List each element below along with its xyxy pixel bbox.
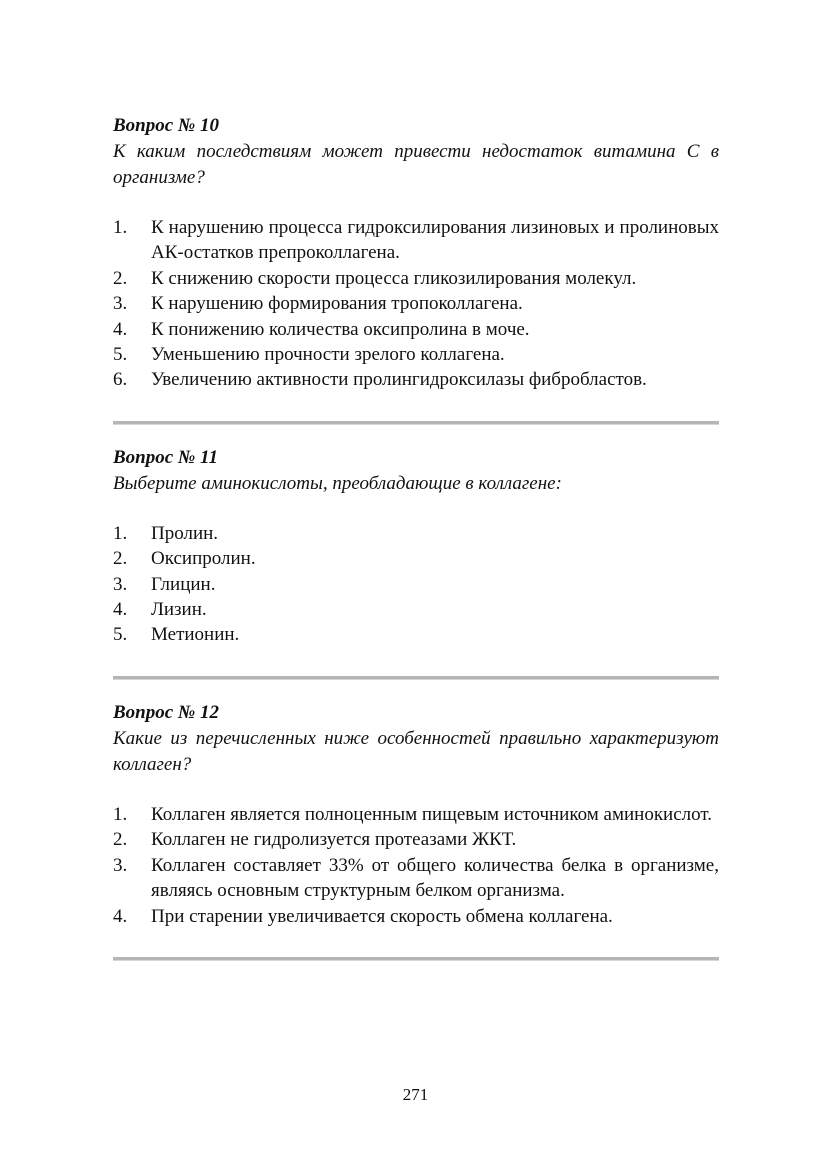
answer-text: Коллаген составляет 33% от общего количества белка в организме, являясь основным структурным белком организма. (151, 854, 719, 902)
answer-number: 1. (113, 217, 128, 238)
answer-option (113, 853, 719, 904)
answer-text: К нарушению формирования тропоколлагена. (151, 293, 523, 315)
answer-text: К понижению количества оксипролина в моче. (151, 318, 530, 340)
answer-text: Метионин. (151, 624, 240, 646)
answer-text: К нарушению процесса гидроксилирования лизиновых и пролиновых АК-остатков препроколлагена. (151, 217, 719, 264)
answer-number: 3. (113, 293, 128, 315)
answer-number: 2. (113, 829, 128, 851)
answer-list (113, 802, 719, 929)
answer-text: К снижению скорости процесса гликозилирования молекул. (151, 267, 637, 289)
answer-number: 1. (113, 803, 128, 825)
page-content (113, 113, 719, 961)
section-divider (113, 957, 719, 961)
question-title: Вопрос № 12 (113, 701, 220, 723)
answer-option (113, 597, 719, 622)
answer-option (113, 802, 719, 827)
answer-number: 4. (113, 599, 128, 621)
answer-text: Оксипролин. (151, 548, 256, 570)
answer-number: 3. (113, 854, 128, 876)
section-divider (113, 421, 719, 425)
answer-number: 5. (113, 624, 128, 646)
answer-number: 4. (113, 318, 128, 340)
question-text: Какие из перечисленных ниже особенностей правильно характеризуют коллаген? (113, 727, 719, 775)
page-number: 271 (402, 1085, 429, 1104)
answer-text: Коллаген не гидролизуется протеазами ЖКТ. (151, 829, 517, 851)
question-12 (113, 700, 719, 929)
answer-option (113, 342, 719, 367)
question-text: Выберите аминокислоты, преобладающие в коллагене: (113, 472, 562, 494)
answer-list (113, 521, 719, 648)
answer-option (113, 622, 719, 647)
answer-text: Глицин. (151, 573, 216, 595)
answer-option (113, 572, 719, 597)
answer-option (113, 317, 719, 342)
question-title: Вопрос № 11 (113, 446, 219, 468)
question-title: Вопрос № 10 (113, 115, 220, 136)
answer-text: Лизин. (151, 599, 207, 621)
answer-text: При старении увеличивается скорость обмена коллагена. (151, 905, 613, 927)
answer-option (113, 904, 719, 929)
answer-list (113, 215, 719, 393)
answer-number: 1. (113, 522, 128, 544)
answer-number: 4. (113, 905, 128, 927)
answer-option (113, 546, 719, 571)
answer-option (113, 367, 719, 392)
answer-number: 6. (113, 369, 128, 391)
answer-option (113, 215, 719, 266)
answer-option (113, 521, 719, 546)
answer-number: 3. (113, 573, 128, 595)
answer-number: 5. (113, 344, 128, 366)
answer-text: Увеличению активности пролингидроксилазы фибробластов. (151, 369, 647, 391)
answer-option (113, 291, 719, 316)
answer-text: Пролин. (151, 522, 219, 544)
answer-number: 2. (113, 548, 128, 570)
answer-option (113, 827, 719, 852)
question-11 (113, 445, 719, 648)
answer-number: 2. (113, 267, 128, 289)
question-10 (113, 113, 719, 393)
answer-option (113, 266, 719, 291)
section-divider (113, 676, 719, 680)
answer-text: Уменьшению прочности зрелого коллагена. (151, 344, 505, 366)
answer-text: Коллаген является полноценным пищевым источником аминокислот. (151, 803, 713, 825)
question-text: К каким последствиям может привести недостаток витамина С в организме? (113, 141, 719, 188)
